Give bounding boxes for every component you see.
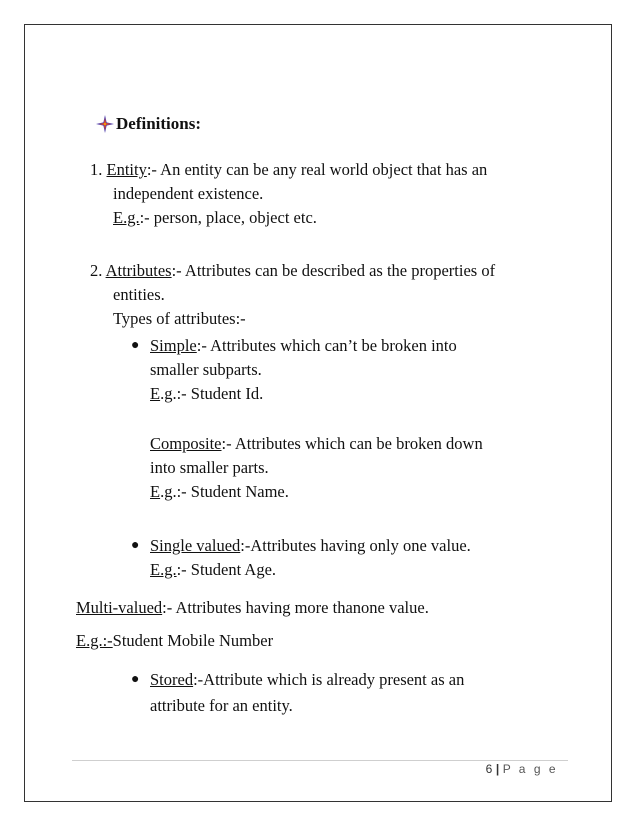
multi-valued-example: [76, 631, 273, 651]
footer-pipe: |: [495, 762, 500, 776]
simple-term: Simple: [150, 336, 197, 355]
attributes-line-1: [90, 261, 495, 281]
stored-term: Stored: [150, 670, 194, 689]
simple-example: [150, 384, 263, 404]
composite-line-2: into smaller parts.: [150, 458, 269, 477]
multi-valued-line: [76, 598, 429, 618]
bullet-icon: ●: [131, 538, 140, 553]
single-valued-definition: :-Attributes having only one value.: [240, 536, 471, 555]
stored-definition: :-Attribute which is already present as an: [193, 670, 465, 689]
separator: :-: [171, 261, 182, 280]
entity-example: [113, 208, 317, 228]
simple-line-2: smaller subparts.: [150, 360, 262, 379]
four-point-star-icon: [96, 115, 114, 133]
simple-definition: Attributes which can’t be broken into: [206, 336, 457, 355]
multi-valued-term: Multi-valued: [76, 598, 163, 617]
separator: :-: [196, 336, 207, 355]
attributes-line-2: entities.: [113, 285, 165, 304]
eg-term: E.g.:-: [76, 631, 113, 650]
definitions-heading: [96, 114, 201, 134]
composite-term: Composite: [150, 434, 222, 453]
single-valued-line: [150, 536, 471, 556]
entity-definition: An entity can be any real world object that has an: [156, 160, 488, 179]
stored-line-2: attribute for an entity.: [150, 696, 293, 715]
single-valued-term: Single valued: [150, 536, 241, 555]
eg-term: E: [150, 384, 161, 403]
eg-text: :- Student Age.: [176, 560, 277, 579]
composite-example: [150, 482, 289, 502]
simple-line-1: [150, 336, 457, 356]
heading-text: Definitions:: [116, 114, 201, 133]
eg-text: .g.:- Student Id.: [160, 384, 264, 403]
attributes-definition: Attributes can be described as the properties of: [181, 261, 496, 280]
list-number: 1.: [90, 160, 103, 179]
entity-term: Entity: [106, 160, 147, 179]
separator: :-: [146, 160, 157, 179]
bullet-icon: ●: [131, 338, 140, 353]
types-of-attributes: Types of attributes:-: [113, 309, 246, 328]
stored-line-1: [150, 670, 464, 690]
eg-text: :- person, place, object etc.: [139, 208, 317, 227]
eg-term: E.g.: [113, 208, 140, 227]
page-footer: [486, 762, 558, 776]
page-number: 6: [485, 762, 493, 776]
eg-text: .g.:- Student Name.: [160, 482, 289, 501]
page-label: P a g e: [502, 762, 558, 776]
multi-valued-definition: :- Attributes having more thanone value.: [162, 598, 429, 617]
eg-term: E.g.: [150, 560, 177, 579]
composite-line-1: [150, 434, 483, 454]
eg-text: Student Mobile Number: [112, 631, 274, 650]
footer-divider: [72, 760, 568, 761]
eg-term: E: [150, 482, 161, 501]
bullet-icon: ●: [131, 672, 140, 687]
separator: :-: [221, 434, 232, 453]
entity-line-1: [90, 160, 487, 180]
entity-line-2: independent existence.: [113, 184, 264, 203]
list-number: 2.: [90, 261, 103, 280]
attributes-term: Attributes: [105, 261, 172, 280]
composite-definition: Attributes which can be broken down: [231, 434, 483, 453]
single-valued-example: [150, 560, 276, 580]
